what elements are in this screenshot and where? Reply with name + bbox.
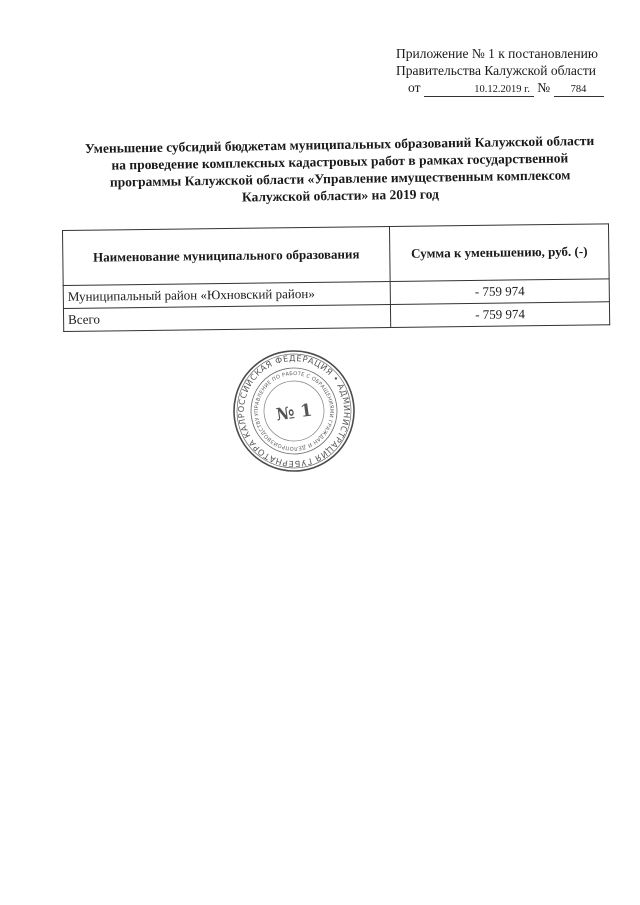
row-amount: - 759 974 bbox=[390, 279, 609, 305]
annex-date-line bbox=[408, 79, 626, 97]
number-label: № bbox=[537, 80, 551, 95]
title-line-1: Уменьшение субсидий бюджетам муниципальных образований Калужской области bbox=[84, 133, 595, 157]
header-municipality: Наименование муниципального образования bbox=[63, 226, 391, 285]
official-seal bbox=[224, 341, 364, 481]
total-amount: - 759 974 bbox=[390, 302, 609, 328]
annex-header bbox=[396, 45, 626, 97]
title-line-3: программы Калужской области «Управление имущественным комплексом bbox=[109, 167, 571, 190]
annex-line-2: Правительства Калужской области bbox=[396, 63, 597, 78]
decree-date: 10.12.2019 г. bbox=[424, 83, 534, 97]
title-line-4: Калужской области» на 2019 год bbox=[241, 186, 439, 205]
title-line-2: на проведение комплексных кадастровых работ в рамках государственной bbox=[111, 150, 569, 173]
seal-inner-text: УПРАВЛЕНИЕ ПО РАБОТЕ С ОБРАЩЕНИЯМИ ГРАЖДАН И ДЕЛОПРОИЗВОДСТВУ bbox=[253, 370, 335, 452]
total-label: Всего bbox=[63, 304, 390, 331]
row-municipality-name: Муниципальный район «Юхновский район» bbox=[63, 281, 390, 308]
seal-stamp-icon bbox=[224, 341, 364, 481]
seal-center-number: № 1 bbox=[274, 400, 314, 426]
table-header-row bbox=[63, 224, 610, 286]
decree-number: 784 bbox=[554, 83, 604, 97]
from-label: от bbox=[408, 80, 421, 95]
subsidy-table bbox=[62, 223, 610, 332]
annex-line-1: Приложение № 1 к постановлению bbox=[396, 46, 598, 61]
document-title bbox=[65, 132, 614, 209]
header-amount: Сумма к уменьшению, руб. (-) bbox=[389, 224, 609, 282]
seal-outer-text: РОССИЙСКАЯ ФЕДЕРАЦИЯ • АДМИНИСТРАЦИЯ ГУБЕРНАТОРА КАЛУЖСКОЙ ОБЛАСТИ • bbox=[223, 349, 353, 470]
